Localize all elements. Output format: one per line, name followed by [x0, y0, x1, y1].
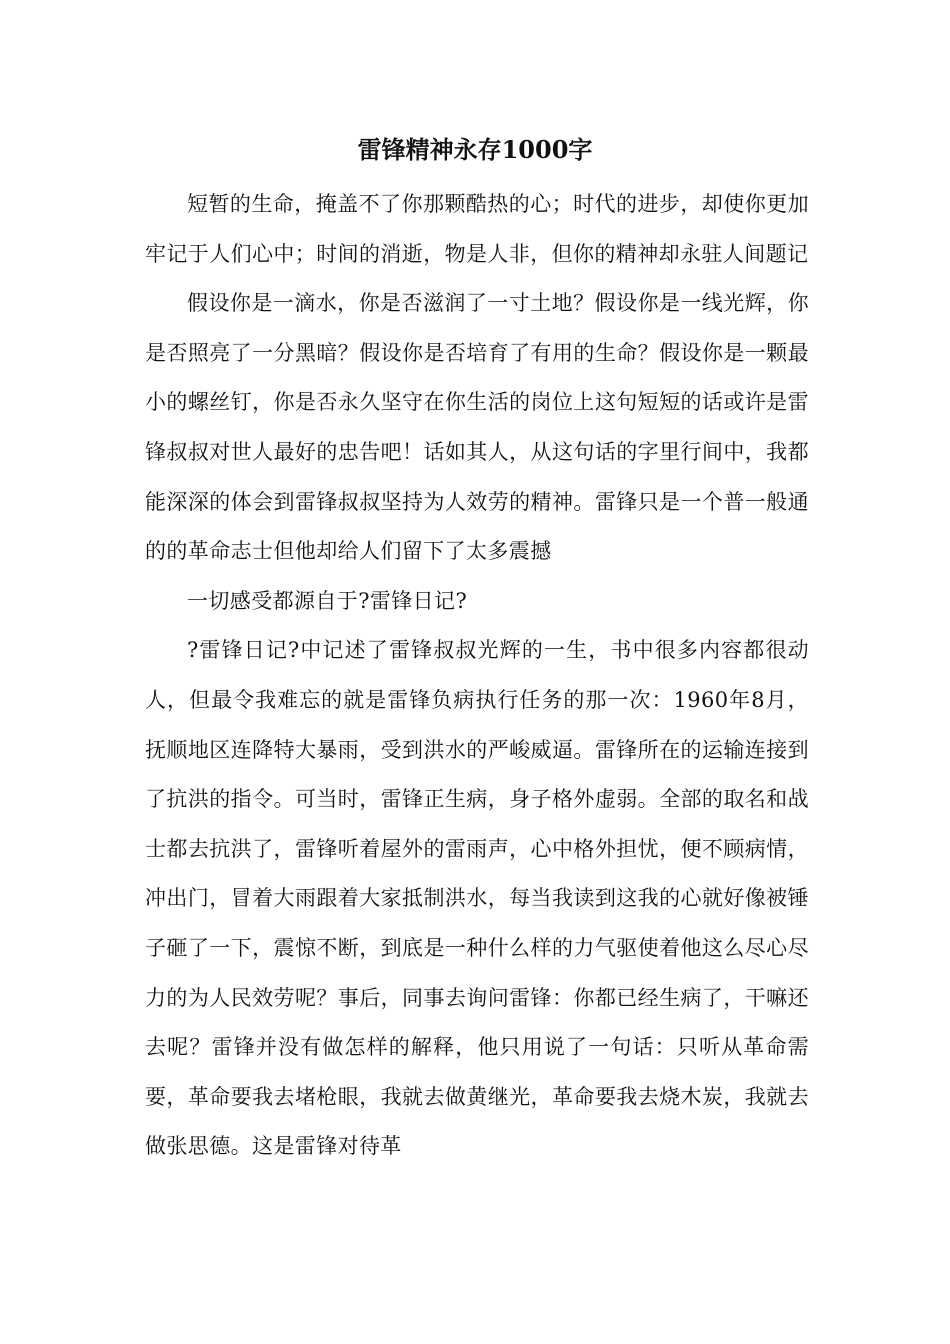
paragraph: 一切感受都源自于?雷锋日记?: [187, 588, 468, 613]
paragraph: ?雷锋日记?中记述了雷锋叔叔光辉的一生，书中很多内容都很动人，但最令我难忘的就是雷锋负病执行任务的那一次：1960年8月，抚顺地区连降特大暴雨，受到洪水的严峻威逼。雷锋所在的运输连接到了抗洪的指令。可当时，雷锋正生病，身子格外虚弱。全部的取名和战士都去抗洪了，雷锋听着屋外的雷雨声，心中格外担忧，便不顾病情，冲出门，冒着大雨跟着大家抵制洪水，每当我读到这我的心就好像被锤子砸了一下，震惊不断，到底是一种什么样的力气驱使着他这么尽心尽力的为人民效劳呢？事后，同事去询问雷锋：你都已经生病了，干嘛还去呢？雷锋并没有做怎样的解释，他只用说了一句话：只听从革命需要，革命要我去堵枪眼，我就去做黄继光，革命要我去烧木炭，我就去做张思德。这是雷锋对待革: [145, 638, 809, 1159]
paragraph: 假设你是一滴水，你是否滋润了一寸土地？假设你是一线光辉，你是否照亮了一分黑暗？假设你是否培育了有用的生命？假设你是一颗最小的螺丝钉，你是否永久坚守在你生活的岗位上这句短短的话或许是雷锋叔叔对世人最好的忠告吧！话如其人，从这句话的字里行间中，我都能深深的体会到雷锋叔叔坚持为人效劳的精神。雷锋只是一个普一般通的的革命志士但他却给人们留下了太多震撼: [145, 291, 809, 564]
paragraph: 短暂的生命，掩盖不了你那颗酷热的心；时代的进步，却使你更加牢记于人们心中；时间的消逝，物是人非，但你的精神却永驻人间题记: [145, 192, 809, 266]
document-body: [145, 180, 809, 1172]
document-title: 雷锋精神永存1000字: [357, 135, 593, 164]
